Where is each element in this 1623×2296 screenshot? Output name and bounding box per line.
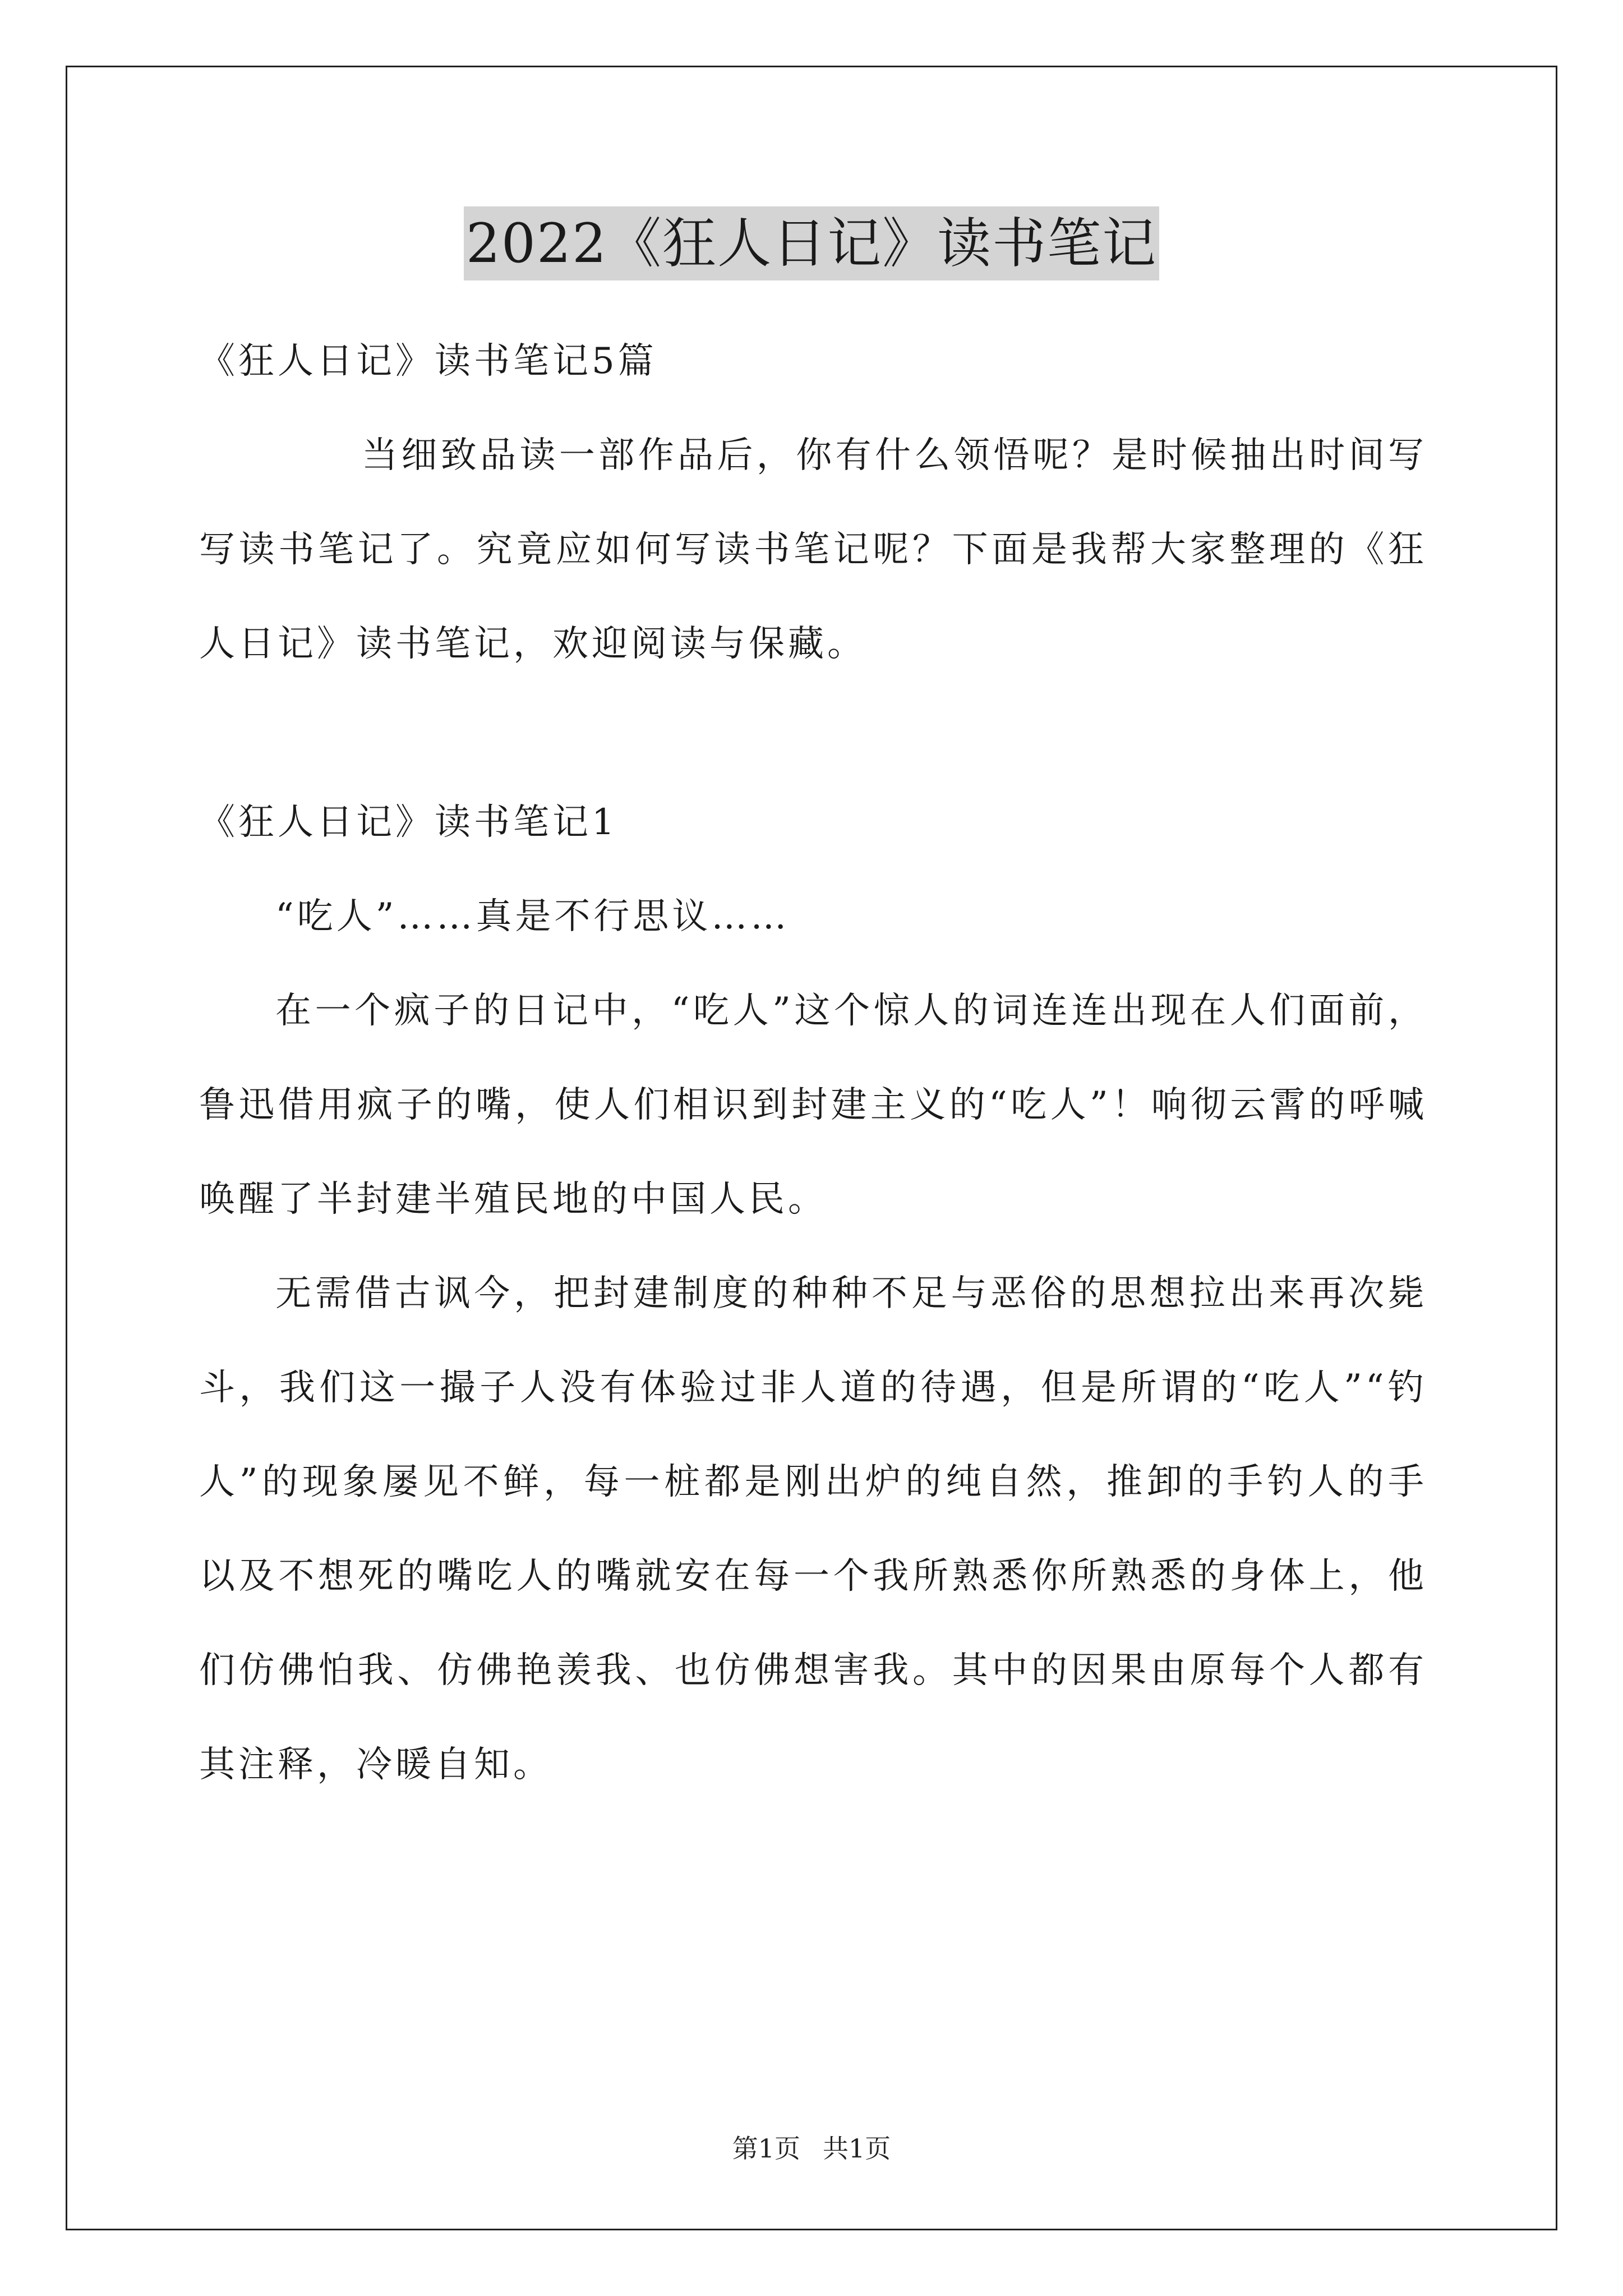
document-title: 2022《狂人日记》读书笔记 xyxy=(464,206,1159,280)
body-paragraph: 无需借古讽今，把封建制度的种种不足与恶俗的思想拉出来再次毙斗，我们这一撮子人没有体验过非人道的待遇，但是所谓的“吃人”“钓人”的现象屡见不鲜，每一桩都是刚出炉的纯自然，推卸的手钓人的手以及不想死的嘴吃人的嘴就安在每一个我所熟悉你所熟悉的身体上，他们仿佛怕我、仿佛艳羡我、也仿佛想害我。其中的因果由原每个人都有其注释，冷暖自知。 xyxy=(199,1273,1427,1786)
body-paragraph: “吃人”……真是不行思议…… xyxy=(275,896,790,937)
page-total: 共1页 xyxy=(823,2133,891,2164)
title-container xyxy=(0,206,1623,280)
section-heading: 《狂人日记》读书笔记1 xyxy=(199,802,618,843)
body-paragraph: 在一个疯子的日记中，“吃人”这个惊人的词连连出现在人们面前，鲁迅借用疯子的嘴，使人们相识到封建主义的“吃人”！响彻云霄的呼喊唤醒了半封建半殖民地的中国人民。 xyxy=(199,990,1427,1220)
section-gap xyxy=(199,691,1427,775)
page-number: 第1页 xyxy=(732,2133,800,2164)
page-footer xyxy=(0,2132,1623,2165)
subtitle: 《狂人日记》读书笔记5篇 xyxy=(199,341,657,382)
document-body xyxy=(199,314,1427,1812)
intro-paragraph: 当细致品读一部作品后，你有什么领悟呢？是时候抽出时间写写读书笔记了。究竟应如何写读书笔记呢？下面是我帮大家整理的《狂人日记》读书笔记，欢迎阅读与保藏。 xyxy=(199,435,1427,665)
